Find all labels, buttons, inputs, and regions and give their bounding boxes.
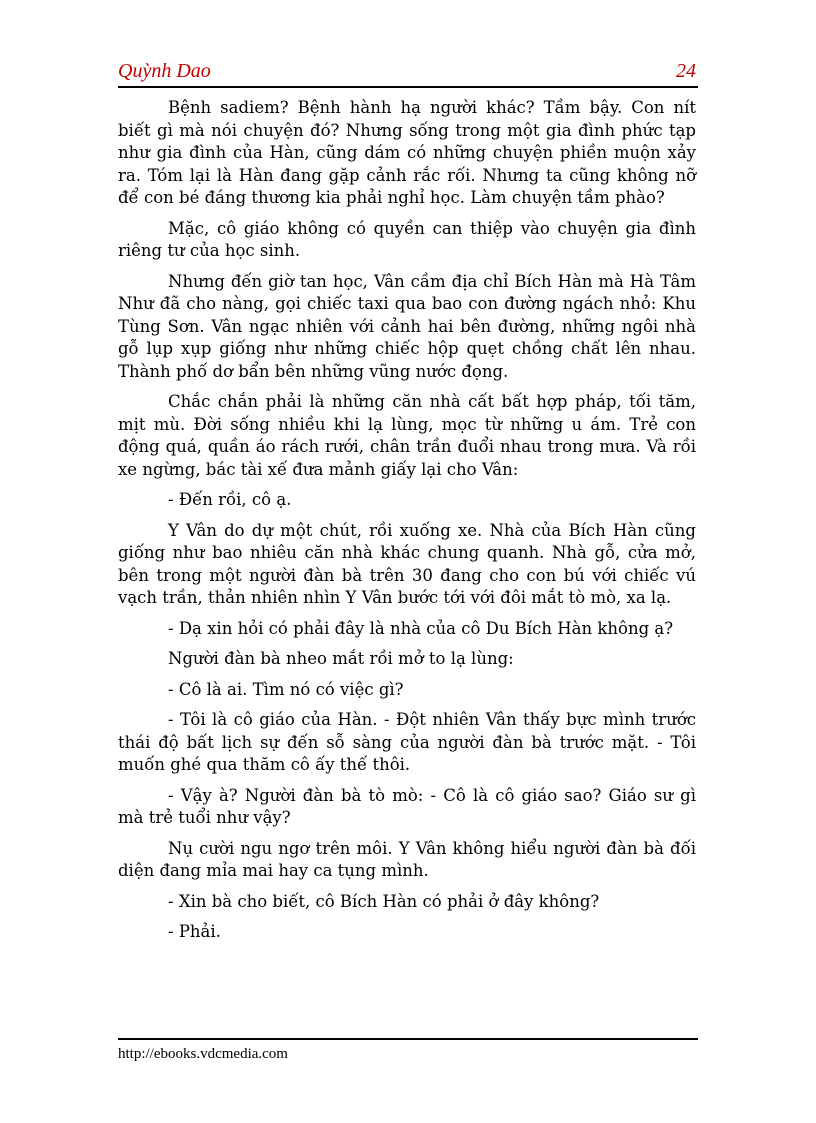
footer-divider bbox=[118, 1038, 698, 1040]
paragraph: - Đến rồi, cô ạ. bbox=[168, 490, 292, 509]
page-number: 24 bbox=[676, 60, 696, 82]
paragraph: - Dạ xin hỏi có phải đây là nhà của cô Du Bích Hàn không ạ? bbox=[168, 618, 674, 638]
paragraph: Nhưng đến giờ tan học, Vân cầm địa chỉ Bích Hàn mà Hà Tâm Như đã cho nàng, gọi chiếc taxi qua bao con đường ngách nhỏ: Khu Tùng Sơn. Vân ngạc nhiên với cảnh hai bên đường, những ngôi nhà gỗ lụp xụp giống như những chiếc hộp quẹt chồng chất lên nhau. Thành phố dơ bẩn bên những vũng nước đọng. bbox=[118, 271, 696, 381]
paragraph: - Vậy à? Người đàn bà tò mò: - Cô là cô giáo sao? Giáo sư gì mà trẻ tuổi như vậy? bbox=[118, 785, 696, 827]
author-name: Quỳnh Dao bbox=[118, 60, 211, 82]
paragraph: Mặc, cô giáo không có quyền can thiệp vào chuyện gia đình riêng tư của học sinh. bbox=[118, 218, 696, 260]
page-body bbox=[118, 97, 696, 952]
paragraph: - Cô là ai. Tìm nó có việc gì? bbox=[168, 679, 404, 699]
paragraph: Người đàn bà nheo mắt rồi mở to lạ lùng: bbox=[168, 649, 514, 668]
footer-link[interactable]: http://ebooks.vdcmedia.com bbox=[118, 1046, 288, 1062]
page-header bbox=[118, 58, 698, 88]
paragraph: Y Vân do dự một chút, rồi xuống xe. Nhà của Bích Hàn cũng giống như bao nhiêu căn nhà khác chung quanh. Nhà gỗ, cửa mở, bên trong một người đàn bà trên 30 đang cho con bú với chiếc vú vạch trần, thản nhiên nhìn Y Vân bước tới với đôi mắt tò mò, xa lạ. bbox=[118, 520, 696, 607]
paragraph: - Xin bà cho biết, cô Bích Hàn có phải ở đây không? bbox=[168, 891, 600, 911]
paragraph: Bệnh sadiem? Bệnh hành hạ người khác? Tầm bậy. Con nít biết gì mà nói chuyện đó? Nhưng sống trong một gia đình phức tạp như gia đình của Hàn, cũng dám có những chuyện phiền muộn xảy ra. Tóm lại là Hàn đang gặp cảnh rắc rối. Nhưng ta cũng không nỡ để con bé đáng thương kia phải nghỉ học. Làm chuyện tầm phào? bbox=[118, 98, 696, 207]
paragraph: - Phải. bbox=[168, 922, 221, 941]
paragraph: Nụ cười ngu ngơ trên môi. Y Vân không hiểu người đàn bà đối diện đang mỉa mai hay ca tụng mình. bbox=[118, 838, 696, 880]
paragraph: Chắc chắn phải là những căn nhà cất bất hợp pháp, tối tăm, mịt mù. Đời sống nhiều khi lạ lùng, mọc từ những u ám. Trẻ con động quá, quần áo rách rưới, chân trần đuổi nhau trong mưa. Và rồi xe ngừng, bác tài xế đưa mảnh giấy lại cho Vân: bbox=[118, 392, 696, 479]
paragraph: - Tôi là cô giáo của Hàn. - Đột nhiên Vân thấy bực mình trước thái độ bất lịch sự đến sỗ sàng của người đàn bà trước mặt. - Tôi muốn ghé qua thăm cô ấy thế thôi. bbox=[118, 710, 696, 774]
